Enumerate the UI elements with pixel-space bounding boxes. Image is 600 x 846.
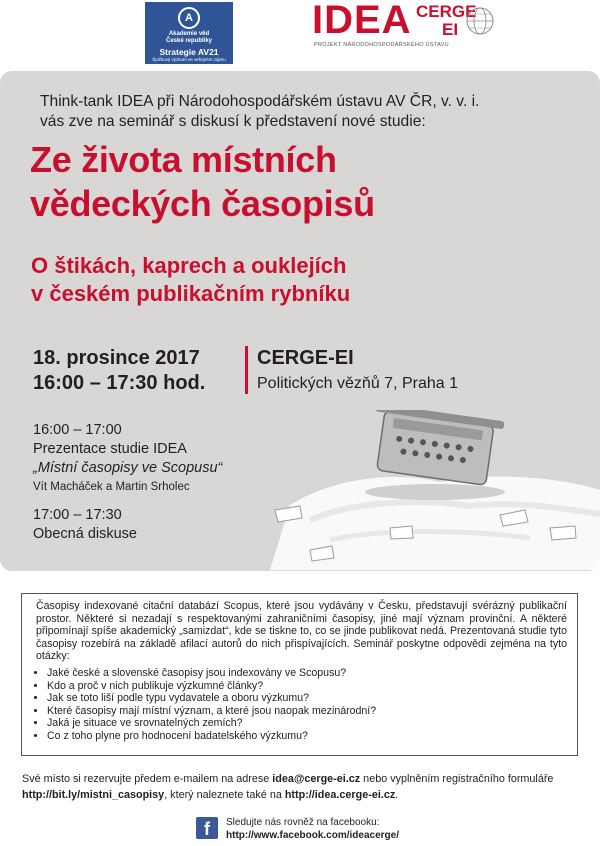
program-title: Obecná diskuse <box>33 526 137 542</box>
typewriter-pond-illustration <box>270 410 600 570</box>
intro-line-1: Think-tank IDEA při Národohospodářském ústavu AV ČR, v. v. i. <box>40 93 480 110</box>
ei-wordmark: EI <box>442 20 459 39</box>
question-item: • Které časopisy mají místní význam, a které jsou naopak mezinárodní? <box>47 705 567 718</box>
question-item: • Co z toho plyne pro hodnocení badatelského výzkumu? <box>47 730 567 743</box>
registration-text: . <box>395 789 399 801</box>
registration-form-link[interactable]: http://bit.ly/mistni_casopisy <box>22 789 165 801</box>
program-item-presentation <box>33 421 222 497</box>
facebook-icon[interactable]: f <box>196 817 218 839</box>
strategy-tagline: Špičkový výzkum ve veřejném zájmu <box>152 57 226 62</box>
title-line-1: Ze života místních <box>30 139 337 180</box>
question-item: • Kdo a proč v nich publikuje výzkumné články? <box>47 680 567 693</box>
question-item: • Jak se toto liší podle typu vydavatele a oboru výzkumu? <box>47 692 567 705</box>
question-item: • Jaké české a slovenské časopisy jsou indexovány ve Scopusu? <box>47 667 567 680</box>
study-title: „Místní časopisy ve Scopusu“ <box>33 460 223 476</box>
subtitle-line-2: v českém publikačním rybníku <box>31 281 351 306</box>
program-title: Prezentace studie IDEA <box>33 441 187 457</box>
event-title <box>30 138 590 226</box>
idea-cerge-ei-logo <box>312 2 502 60</box>
facebook-link[interactable]: http://www.facebook.com/ideacerge/ <box>226 830 399 841</box>
event-venue <box>257 346 458 396</box>
questions-list <box>36 667 567 743</box>
title-line-2: vědeckých časopisů <box>30 183 375 224</box>
globe-icon <box>465 6 495 36</box>
venue-address: Politických vězňů 7, Praha 1 <box>257 375 458 392</box>
venue-name: CERGE-EI <box>257 347 354 369</box>
divider <box>245 346 248 394</box>
event-datetime <box>33 346 205 396</box>
intro-line-2: vás zve na seminář s diskusí k představení nové studie: <box>40 113 426 130</box>
cerge-wordmark: CERGE <box>416 2 477 21</box>
program-time: 17:00 – 17:30 <box>33 507 122 523</box>
facebook-block <box>226 816 399 842</box>
registration-text: , který naleznete také na <box>164 789 285 801</box>
registration-note <box>22 771 582 803</box>
academy-emblem-icon: A <box>178 7 200 29</box>
event-subtitle <box>31 252 591 308</box>
invitation-intro <box>40 92 580 132</box>
event-time: 16:00 – 17:30 hod. <box>33 372 206 394</box>
registration-text: nebo vyplněním registračního formuláře <box>360 773 554 785</box>
idea-logo-subtitle: PROJEKT NÁRODOHOSPODÁŘSKÉHO ÚSTAVU <box>314 42 449 48</box>
idea-website-link[interactable]: http://idea.cerge-ei.cz <box>284 789 396 801</box>
strategy-label: Strategie AV21 <box>159 47 219 57</box>
description-paragraph: Časopisy indexované citační databází Scopus, které jsou vydávány v Česku, představují svérázný publikační prostor. Některé si nezadají s respektovanými zahraničními časopisy, jiné mají význam provinční. A některé připomínají spíše akademický „samizdat“, kde se tiskne to, co se jinde publikovat nedá. Prezentovaná studie tyto časopisy rozebírá na základě afilací autorů do nich přispívajících. Seminář poskytne odpovědi zejména na tyto otázky: <box>36 600 567 663</box>
event-date: 18. prosince 2017 <box>33 347 200 369</box>
program-item-discussion <box>33 506 137 544</box>
description-box <box>21 593 578 756</box>
question-item: • Jaká je situace ve srovnatelných zemích? <box>47 717 567 730</box>
study-authors: Vít Macháček a Martin Srholec <box>33 481 190 493</box>
academy-name-line2: České republiky <box>165 38 213 44</box>
academy-name-line1: Akademie věd <box>168 31 210 37</box>
facebook-label: Sledujte nás rovněž na facebooku: <box>226 817 380 828</box>
program-time: 16:00 – 17:00 <box>33 422 122 438</box>
registration-text: Své místo si rezervujte předem e-mailem na adrese <box>22 773 273 785</box>
subtitle-line-1: O štikách, kaprech a ouklejích <box>31 253 347 278</box>
academy-of-sciences-logo <box>145 2 233 64</box>
idea-wordmark: IDEA <box>312 0 412 42</box>
registration-email-link[interactable]: idea@cerge-ei.cz <box>272 773 361 785</box>
